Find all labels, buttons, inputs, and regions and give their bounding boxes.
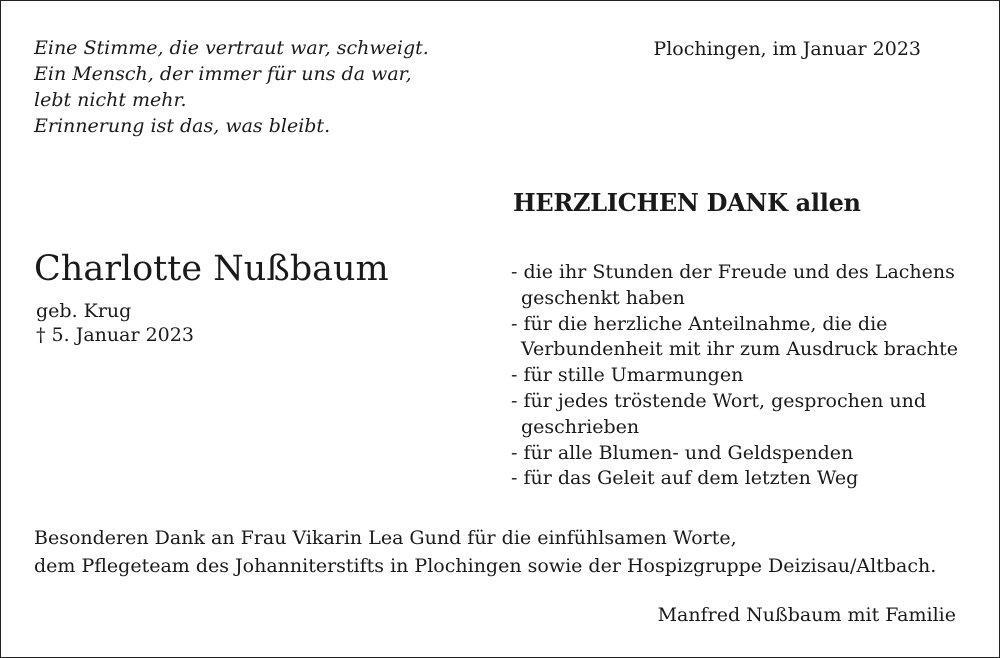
special-thanks [34, 524, 984, 580]
thanks-line: - für stille Umarmungen [511, 364, 744, 387]
poem-line: Ein Mensch, der immer für uns da war, [34, 63, 412, 85]
thanks-line: - für jedes tröstende Wort, gesprochen und [511, 389, 927, 412]
thanks-line: Verbundenheit mit ihr zum Ausdruck brachte [521, 338, 959, 361]
thanks-list [511, 260, 991, 492]
special-thanks-line: dem Pflegeteam des Johanniterstifts in Plochingen sowie der Hospizgruppe Deizisau/Altbach. [34, 555, 937, 577]
signature: Manfred Nußbaum mit Familie [657, 604, 956, 626]
memorial-poem [34, 35, 454, 139]
deceased-name: Charlotte Nußbaum [34, 249, 389, 289]
poem-line: Erinnerung ist das, was bleibt. [34, 115, 331, 137]
thanks-heading: HERZLICHEN DANK allen [513, 188, 861, 217]
thanks-line: geschrieben [521, 415, 640, 438]
birth-name: geb. Krug [36, 300, 132, 322]
place-and-date: Plochingen, im Januar 2023 [653, 38, 921, 60]
poem-line: Eine Stimme, die vertraut war, schweigt. [34, 37, 429, 59]
thanks-line: - für das Geleit auf dem letzten Weg [511, 467, 859, 490]
thanks-line: - für alle Blumen- und Geldspenden [511, 441, 854, 464]
thanks-line: - die ihr Stunden der Freude und des Lachens [511, 261, 955, 283]
thanks-line: - für die herzliche Anteilnahme, die die [511, 312, 888, 335]
thanks-line: geschenkt haben [521, 286, 685, 309]
special-thanks-line: Besonderen Dank an Frau Vikarin Lea Gund für die einfühlsamen Worte, [34, 527, 737, 549]
death-date: † 5. Januar 2023 [36, 324, 194, 346]
poem-line: lebt nicht mehr. [34, 89, 187, 111]
